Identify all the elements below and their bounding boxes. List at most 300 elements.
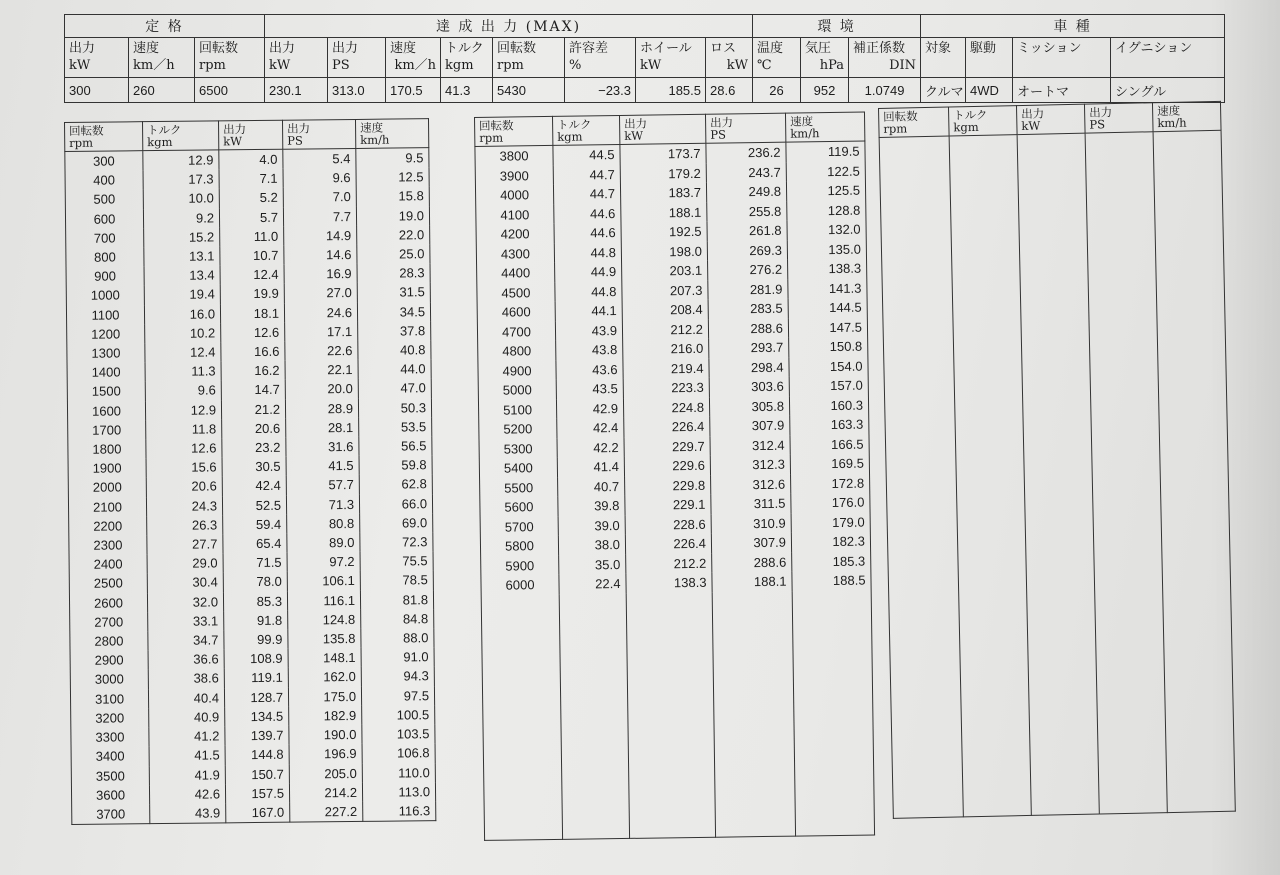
spec-header-label: イグニション: [1115, 41, 1193, 56]
column-header: [705, 113, 785, 143]
table-cell: 307.9: [711, 533, 791, 554]
table-cell: 84.8: [361, 609, 434, 629]
table-cell: 20.6: [146, 477, 222, 497]
table-cell: [626, 592, 715, 838]
table-cell: 20.6: [222, 419, 286, 439]
spec-value-cell: 28.6: [706, 78, 753, 103]
column-header: [879, 107, 950, 137]
table-cell: 44.9: [555, 262, 622, 282]
table-cell: 12.6: [146, 438, 222, 458]
table-cell: 208.4: [622, 300, 708, 321]
table-cell: 44.7: [553, 164, 620, 184]
table-cell: 1800: [68, 439, 146, 459]
spec-value-cell: 952: [801, 78, 849, 103]
table-cell: 40.8: [358, 340, 431, 360]
table-cell: 3200: [71, 708, 149, 728]
table-cell: 119.1: [224, 668, 288, 688]
column-header: [218, 120, 282, 150]
table-cell: 71.3: [286, 495, 359, 515]
table-cell: 25.0: [357, 244, 430, 264]
spec-header-cell: [265, 38, 328, 78]
data-table-1: [64, 118, 436, 825]
table-cell: 1200: [67, 324, 145, 344]
table-cell: 2700: [70, 612, 148, 632]
table-cell: 283.5: [708, 299, 788, 320]
table-cell: 160.3: [789, 395, 868, 416]
spec-header-row: [65, 38, 1225, 78]
table-cell: 10.2: [145, 323, 221, 343]
table-cell: 2200: [69, 516, 147, 536]
spec-header-label: ミッション: [1017, 41, 1082, 56]
table-cell: 3100: [70, 689, 148, 709]
table-cell: 88.0: [361, 628, 434, 648]
table-cell: 288.6: [712, 552, 792, 573]
table-cell: 228.6: [625, 514, 711, 535]
table-cell: 30.4: [147, 573, 223, 593]
table-cell: 4.0: [219, 149, 283, 169]
table-cell: 176.0: [791, 493, 870, 514]
table-cell: 19.9: [220, 284, 284, 304]
table-cell: 20.0: [285, 379, 358, 399]
spec-header-cell: [706, 38, 753, 78]
table-cell: 100.5: [362, 705, 435, 725]
table-cell: 5700: [480, 516, 558, 537]
column-header-label: 出力: [223, 122, 247, 137]
column-header: [1152, 101, 1221, 131]
column-header: [552, 115, 619, 145]
table-cell: 310.9: [711, 513, 791, 534]
spec-header-label: 対象: [925, 41, 952, 56]
table-cell: 44.8: [554, 242, 621, 262]
table-cell: 224.8: [623, 397, 709, 418]
column-header: [619, 114, 705, 144]
table-cell: [712, 591, 795, 837]
spec-header-label: 回転数: [497, 41, 537, 56]
group-vehicle: 車 種: [921, 15, 1225, 38]
table-cell: 62.8: [359, 475, 432, 495]
table-cell: 47.0: [358, 379, 431, 399]
spec-header-cell: [65, 38, 129, 78]
table-cell: 400: [65, 170, 143, 190]
spec-header-unit: rpm: [497, 58, 524, 73]
table-cell: 3700: [72, 804, 150, 825]
table-cell: 172.8: [791, 473, 870, 494]
table-cell: 40.9: [149, 707, 225, 727]
table-cell: 27.7: [147, 534, 223, 554]
spec-header-unit: km／h: [133, 58, 175, 73]
column-header: [785, 112, 864, 142]
data-table-3: [878, 101, 1236, 819]
table-cell: 179.2: [620, 163, 706, 184]
table-cell: 12.6: [221, 323, 285, 343]
table-cell: 5600: [480, 497, 558, 518]
column-header: [355, 119, 428, 149]
table-cell: 22.4: [559, 574, 626, 594]
table-cell: 135.8: [288, 629, 361, 649]
table-cell: 3400: [71, 746, 149, 766]
table-cell: 12.4: [220, 265, 284, 285]
table-cell: 42.9: [556, 398, 623, 418]
table-cell: 1000: [66, 286, 144, 306]
table-cell: [481, 594, 562, 840]
table-cell: 24.3: [146, 496, 222, 516]
column-header: [948, 106, 1017, 136]
table-cell: 4000: [475, 185, 553, 206]
table-cell: 219.4: [623, 358, 709, 379]
table-cell: 28.1: [286, 418, 359, 438]
table-cell: 91.8: [224, 611, 288, 631]
column-header-unit: km/h: [360, 132, 390, 147]
table-cell: 29.0: [147, 554, 223, 574]
table-cell: 9.6: [145, 381, 221, 401]
table-cell: 179.0: [791, 512, 870, 533]
spec-header-label: ホイール: [640, 41, 692, 56]
table-cell: 11.3: [145, 362, 221, 382]
table-cell: 4100: [476, 204, 554, 225]
table-cell: 157.5: [225, 783, 289, 803]
table-cell: 281.9: [708, 279, 788, 300]
spec-header-unit: DIN: [889, 58, 917, 73]
spec-header-cell: [1111, 38, 1225, 78]
table-cell: 212.2: [622, 319, 708, 340]
table-cell: 276.2: [708, 260, 788, 281]
spec-value-cell: 5430: [493, 78, 565, 103]
spec-value-cell: オートマ: [1013, 78, 1111, 103]
spec-header-cell: [966, 38, 1013, 78]
spec-header-unit: rpm: [199, 58, 226, 73]
spec-header-unit: kgm: [445, 58, 474, 73]
table-cell: 43.5: [556, 379, 623, 399]
group-achieved: 達 成 出 力 (MAX): [265, 15, 753, 38]
spec-header-label: 出力: [69, 41, 96, 56]
table-cell: 236.2: [706, 142, 786, 163]
table-cell: 44.8: [555, 281, 622, 301]
column-header-unit: kW: [624, 128, 644, 143]
column-header: [143, 121, 219, 151]
table-cell: 78.0: [223, 572, 287, 592]
spec-value-cell: 6500: [195, 78, 265, 103]
table-cell: 41.9: [149, 765, 225, 785]
column-header-label: 出力: [1021, 106, 1045, 122]
spec-header-cell: [636, 38, 706, 78]
table-cell: 71.5: [223, 553, 287, 573]
table-cell: 56.5: [359, 436, 432, 456]
table-cell: 39.8: [558, 496, 625, 516]
table-row: [481, 590, 874, 840]
table-cell: 188.1: [621, 202, 707, 223]
table-cell: 312.4: [710, 435, 790, 456]
table-cell: 229.8: [625, 475, 711, 496]
table-cell: 5400: [479, 458, 557, 479]
table-cell: 182.3: [791, 532, 870, 553]
table-cell: 40.7: [558, 476, 625, 496]
column-header-label: トルク: [953, 107, 988, 123]
table-cell: 39.0: [558, 515, 625, 535]
table-cell: 7.7: [283, 207, 356, 227]
table-cell: 500: [65, 190, 143, 210]
table-cell: 43.6: [556, 359, 623, 379]
table-cell: 182.9: [289, 706, 362, 726]
table-cell: 24.6: [284, 303, 357, 323]
table-cell: 5200: [479, 419, 557, 440]
column-header: [475, 116, 553, 146]
table-cell: 2000: [68, 478, 146, 498]
table-cell: 42.4: [222, 476, 286, 496]
table-cell: 216.0: [623, 339, 709, 360]
spec-value-cell: 170.5: [386, 78, 441, 103]
table-cell: 22.6: [285, 341, 358, 361]
table-cell: 2800: [70, 631, 148, 651]
table-cell: 190.0: [289, 725, 362, 745]
column-header-label: 速度: [789, 114, 814, 129]
table-cell: 700: [66, 228, 144, 248]
table-cell: 173.7: [620, 143, 706, 164]
table-cell: 19.4: [144, 285, 220, 305]
spec-value-cell: 4WD: [966, 78, 1013, 103]
table-cell: 11.8: [146, 419, 222, 439]
spec-header-cell: [441, 38, 493, 78]
table-cell: 14.9: [284, 226, 357, 246]
table-cell: 108.9: [224, 649, 288, 669]
table-cell: 91.0: [361, 647, 434, 667]
table-cell: 4500: [477, 282, 555, 303]
spec-header-label: 駆動: [970, 41, 997, 56]
table-cell: 141.3: [788, 278, 867, 299]
spec-header-cell: [195, 38, 265, 78]
column-header-unit: rpm: [479, 130, 504, 145]
table-cell: 150.8: [789, 337, 868, 358]
table-cell: 144.8: [225, 745, 289, 765]
table-cell: 72.3: [360, 532, 433, 552]
table-cell: 41.5: [149, 746, 225, 766]
table-cell: 207.3: [622, 280, 708, 301]
spec-value-cell: 1.0749: [849, 78, 921, 103]
table-cell: 5.2: [219, 188, 283, 208]
spec-header-unit: PS: [332, 58, 350, 73]
table-cell: 5500: [480, 477, 558, 498]
spec-header-label: ロス: [710, 41, 737, 56]
table-cell: 223.3: [623, 378, 709, 399]
table-cell: 226.4: [624, 417, 710, 438]
table-cell: 14.7: [221, 380, 285, 400]
table-cell: 23.2: [222, 438, 286, 458]
table-cell: 14.6: [284, 245, 357, 265]
table-cell: 7.1: [219, 169, 283, 189]
table-cell: 1900: [68, 458, 146, 478]
table-cell: 113.0: [362, 782, 435, 802]
table-cell: 4900: [478, 360, 556, 381]
table-cell: 59.4: [223, 515, 287, 535]
table-cell: 198.0: [621, 241, 707, 262]
table-cell: 9.6: [283, 168, 356, 188]
table-cell: 26.3: [147, 515, 223, 535]
table-cell: 119.5: [786, 141, 865, 162]
table-cell: 16.9: [284, 264, 357, 284]
table-cell: 41.2: [149, 726, 225, 746]
column-header-label: 出力: [710, 115, 734, 130]
spec-value-row: [65, 78, 1225, 103]
table-cell: 22.0: [357, 225, 430, 245]
table-cell: 80.8: [287, 514, 360, 534]
spec-header-cell: [921, 38, 966, 78]
spec-header-cell: [801, 38, 849, 78]
table-cell: 9.5: [356, 148, 429, 168]
spec-header-cell: [328, 38, 386, 78]
table-cell: 7.0: [283, 187, 356, 207]
table-cell: 3500: [71, 766, 149, 786]
column-header: [65, 122, 143, 152]
table-cell: 3800: [475, 145, 553, 166]
spec-header-unit: hPa: [819, 58, 845, 73]
table-cell: 125.5: [786, 181, 865, 202]
table-cell: 138.3: [626, 573, 712, 594]
table-cell: 128.7: [224, 687, 288, 707]
table-cell: 33.1: [148, 611, 224, 631]
column-header-unit: kW: [223, 134, 243, 149]
table-cell: 255.8: [707, 201, 787, 222]
table-cell: 66.0: [359, 494, 432, 514]
table-cell: 183.7: [620, 183, 706, 204]
table-cell: 5000: [478, 380, 556, 401]
table-cell: 5300: [479, 438, 557, 459]
table-cell: 27.0: [284, 283, 357, 303]
spec-value-cell: −23.3: [565, 78, 636, 103]
column-header-unit: PS: [710, 127, 726, 142]
spec-value-cell: 41.3: [441, 78, 493, 103]
table-cell: 227.2: [290, 802, 363, 822]
column-header-label: 回転数: [883, 109, 918, 124]
spec-group-row: [65, 15, 1225, 38]
column-header-unit: kW: [1021, 118, 1041, 133]
spec-header-label: 温度: [757, 41, 784, 56]
spec-header-cell: [129, 38, 195, 78]
group-rated: 定 格: [65, 15, 265, 38]
table-cell: 249.8: [706, 182, 786, 203]
table-cell: 32.0: [147, 592, 223, 612]
column-header: [1016, 104, 1085, 134]
table-cell: 2500: [69, 574, 147, 594]
table-cell: 1700: [68, 420, 146, 440]
table-cell: 13.4: [144, 266, 220, 286]
spec-header-cell: [493, 38, 565, 78]
table-cell: 65.4: [223, 534, 287, 554]
table-cell: 169.5: [790, 454, 869, 475]
table-cell: 4300: [476, 243, 554, 264]
column-header-unit: kgm: [557, 129, 583, 144]
column-header-label: 出力: [287, 121, 311, 136]
table-cell: 2600: [69, 593, 147, 613]
spec-header-label: 補正係数: [853, 41, 906, 56]
table-cell: 15.2: [144, 227, 220, 247]
table-cell: 89.0: [287, 533, 360, 553]
table-cell: 150.7: [225, 764, 289, 784]
table-cell: 99.9: [224, 630, 288, 650]
spec-value-cell: 260: [129, 78, 195, 103]
table-cell: 298.4: [709, 357, 789, 378]
column-header-label: 出力: [624, 116, 648, 131]
table-cell: 305.8: [709, 396, 789, 417]
table-cell: 36.6: [148, 650, 224, 670]
table-cell: 17.3: [143, 170, 219, 190]
spec-value-cell: 26: [753, 78, 801, 103]
table-cell: 57.7: [286, 475, 359, 495]
table-cell: 303.6: [709, 377, 789, 398]
table-cell: 41.4: [557, 457, 624, 477]
table-cell: 15.6: [146, 458, 222, 478]
table-row: [72, 801, 436, 825]
spec-header-unit: km／h: [394, 58, 437, 73]
column-header-unit: PS: [287, 133, 303, 148]
table-cell: 163.3: [790, 415, 869, 436]
table-cell: 22.1: [285, 360, 358, 380]
table-cell: 11.0: [220, 227, 284, 247]
spec-header-cell: [386, 38, 441, 78]
spec-header-unit: kW: [269, 58, 291, 73]
table-cell: 312.6: [711, 474, 791, 495]
column-header-unit: PS: [1089, 117, 1106, 132]
table-cell: 59.8: [359, 455, 432, 475]
table-cell: 4200: [476, 224, 554, 245]
table-cell: 31.5: [357, 283, 430, 303]
spec-header-unit: kW: [69, 58, 91, 73]
table-cell: 97.5: [361, 686, 434, 706]
table-cell: 229.6: [624, 456, 710, 477]
table-cell: 5900: [481, 555, 559, 576]
table-cell: 44.1: [555, 301, 622, 321]
table-cell: 1400: [67, 362, 145, 382]
table-cell: 5100: [478, 399, 556, 420]
table-cell: 188.5: [792, 571, 871, 592]
column-header: [282, 119, 355, 149]
table-cell: 122.5: [786, 161, 865, 182]
column-header-unit: kgm: [953, 119, 979, 135]
table-cell: 106.8: [362, 743, 435, 763]
table-cell: 2400: [69, 554, 147, 574]
table-cell: 4400: [477, 263, 555, 284]
table-cell: 18.1: [220, 303, 284, 323]
spec-header-cell: [565, 38, 636, 78]
spec-header-unit: kW: [640, 58, 662, 73]
table-cell: 12.9: [145, 400, 221, 420]
table-cell: 4600: [477, 302, 555, 323]
table-cell: 21.2: [221, 399, 285, 419]
table-cell: 138.3: [788, 259, 867, 280]
spec-value-cell: 300: [65, 78, 129, 103]
table-cell: 28.3: [357, 263, 430, 283]
table-cell: [792, 590, 874, 836]
table-cell: 134.5: [225, 707, 289, 727]
table-cell: 229.1: [625, 495, 711, 516]
table-cell: 50.3: [358, 398, 431, 418]
table-cell: 154.0: [789, 356, 868, 377]
table-row: [879, 130, 1235, 818]
table-cell: 2900: [70, 650, 148, 670]
table-cell: 1300: [67, 343, 145, 363]
table-cell: 37.8: [358, 321, 431, 341]
spec-header-unit: %: [569, 58, 582, 73]
table-cell: 214.2: [289, 783, 362, 803]
table-cell: 5.7: [219, 207, 283, 227]
table-cell: 4800: [478, 341, 556, 362]
spec-value-cell: シングル: [1111, 78, 1225, 103]
table-cell: 17.1: [285, 322, 358, 342]
table-cell: 196.9: [289, 744, 362, 764]
column-header-unit: km/h: [1157, 115, 1187, 131]
table-cell: 311.5: [711, 494, 791, 515]
table-cell: 75.5: [360, 551, 433, 571]
spec-table: [64, 14, 1225, 103]
table-cell: 1100: [66, 305, 144, 325]
